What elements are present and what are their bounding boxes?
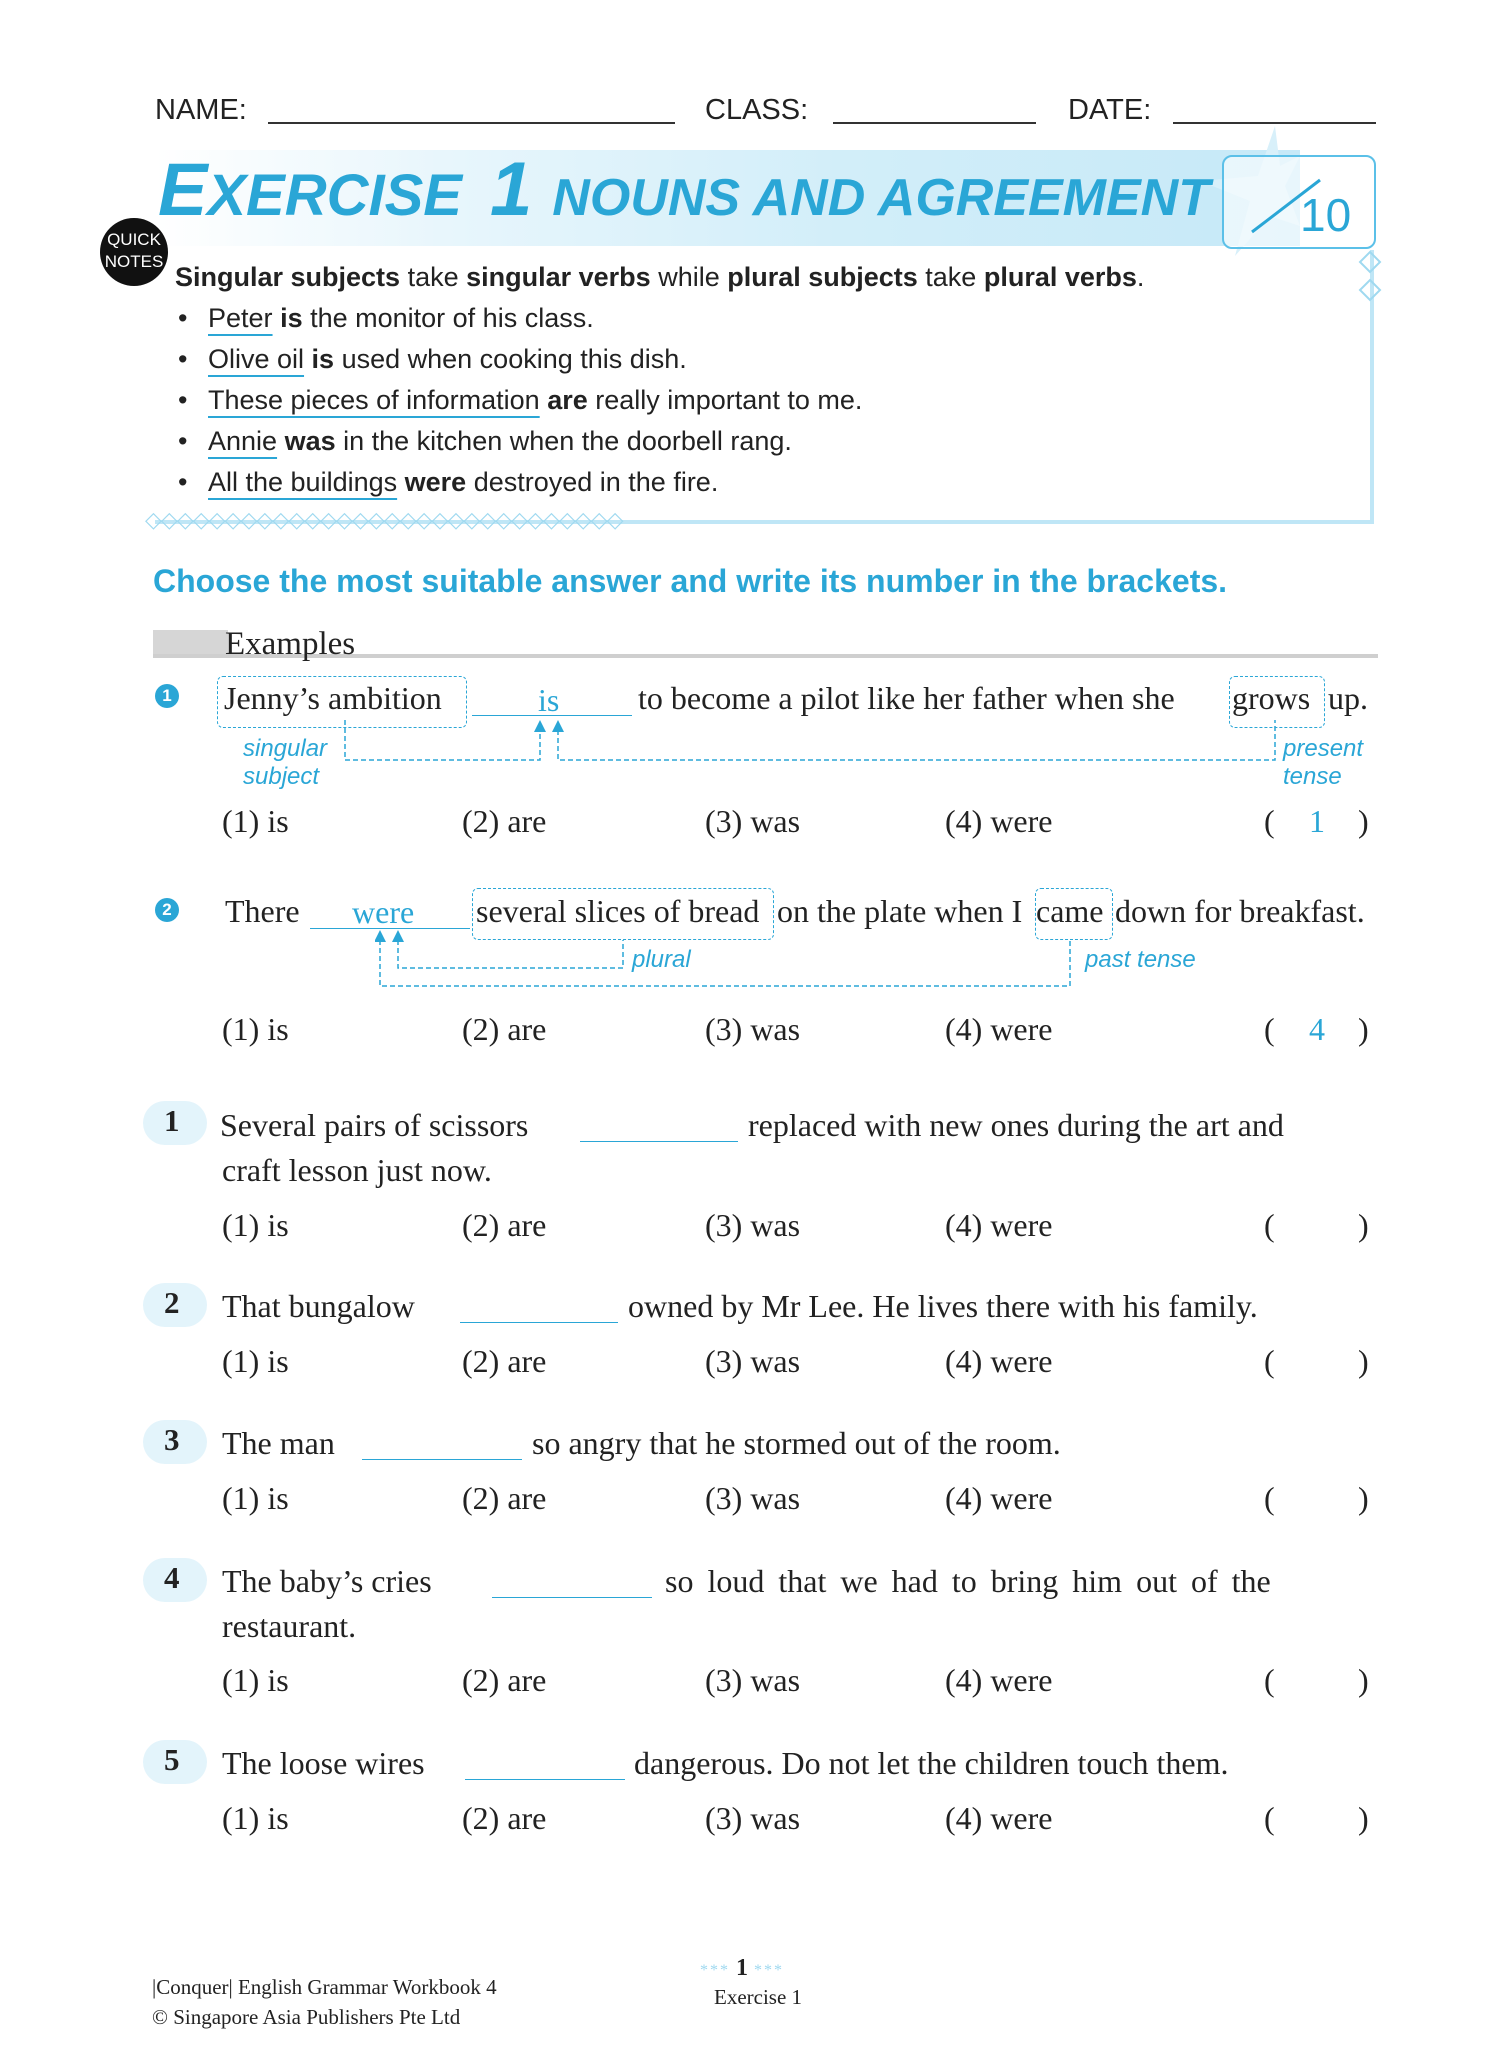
instruction: Choose the most suitable answer and write its number in the brackets. — [153, 563, 1228, 599]
note-verb: is — [280, 303, 303, 333]
question-3-option-4: (4) were — [945, 1480, 1053, 1516]
question-5-paren-close: ) — [1358, 1800, 1369, 1836]
bullet: • — [178, 426, 188, 456]
example-1-middle: to become a pilot like her father when she — [638, 680, 1175, 716]
lead-part: take — [917, 262, 984, 292]
question-2-number: 2 — [164, 1285, 180, 1320]
note-rest: destroyed in the fire. — [466, 467, 719, 497]
question-5-blank[interactable] — [465, 1779, 625, 1780]
page-label: Exercise 1 — [714, 1985, 803, 2009]
question-5-option-3: (3) was — [705, 1800, 801, 1836]
question-2-option-2: (2) are — [462, 1343, 547, 1379]
question-2-option-3: (3) was — [705, 1343, 801, 1379]
lead-part: while — [650, 262, 728, 292]
example-1-connectors — [340, 718, 1280, 763]
note-rest: in the kitchen when the doorbell rang. — [335, 426, 792, 456]
question-2-blank[interactable] — [460, 1322, 618, 1323]
page-number — [700, 1955, 784, 1982]
example-1-verb-hint: grows — [1232, 680, 1311, 716]
note-verb: is — [311, 344, 335, 374]
question-3-answer-slot[interactable] — [1285, 1478, 1350, 1520]
hint-line: singular — [243, 735, 328, 762]
note-item — [178, 426, 792, 457]
score-total: 10 — [1300, 189, 1352, 241]
question-1-blank[interactable] — [580, 1141, 738, 1142]
date-field[interactable] — [1173, 122, 1376, 124]
note-subject: Annie — [208, 426, 278, 456]
footer-book-title: |Conquer| English Grammar Workbook 4 — [152, 1975, 497, 1999]
question-5-answer-slot[interactable] — [1285, 1798, 1350, 1840]
example-1-answer: 1 — [1309, 803, 1325, 839]
question-5-after: dangerous. Do not let the children touch them. — [634, 1745, 1229, 1781]
example-2-subject: several slices of bread — [476, 893, 760, 929]
example-2-start: There — [225, 893, 300, 929]
note-verb: were — [404, 467, 467, 497]
question-3-option-3: (3) was — [705, 1480, 801, 1516]
option-2: (2) are — [462, 803, 547, 839]
lead-part: plural subjects — [727, 262, 918, 292]
question-2-answer-slot[interactable] — [1285, 1341, 1350, 1383]
note-subject: All the buildings — [208, 467, 398, 497]
question-2-option-1: (1) is — [222, 1343, 289, 1379]
title-topic: NOUNS AND AGREEMENT — [552, 169, 1210, 227]
question-2-before: That bungalow — [222, 1288, 415, 1324]
class-label: CLASS: — [705, 94, 809, 126]
title-exercise-initial: E — [158, 148, 208, 231]
example-1-hint-tense — [1283, 735, 1363, 791]
question-5-option-2: (2) are — [462, 1800, 547, 1836]
footer-copyright: © Singapore Asia Publishers Pte Ltd — [152, 2005, 461, 2029]
example-2-verb-hint: came — [1036, 893, 1104, 929]
option-4: (4) were — [945, 1011, 1053, 1047]
note-verb: are — [547, 385, 588, 415]
note-item — [178, 303, 594, 334]
option-4: (4) were — [945, 803, 1053, 839]
question-5-option-4: (4) were — [945, 1800, 1053, 1836]
title-exercise-number: 1 — [490, 147, 533, 232]
bullet: • — [178, 385, 188, 415]
example-1-filled-answer: is — [538, 682, 560, 718]
exercise-title — [158, 146, 1210, 233]
example-2-answer: 4 — [1309, 1011, 1325, 1047]
lead-part: take — [400, 262, 467, 292]
example-2-hint-plural: plural — [632, 946, 691, 973]
page-stars-right: *** — [754, 1962, 784, 1979]
question-3-option-1: (1) is — [222, 1480, 289, 1516]
question-1-number: 1 — [164, 1103, 180, 1138]
question-1-paren-open: ( — [1264, 1207, 1275, 1243]
note-rest: used when cooking this dish. — [334, 344, 687, 374]
note-item — [178, 344, 687, 375]
question-3-blank[interactable] — [362, 1459, 522, 1460]
question-1-line2: craft lesson just now. — [222, 1152, 492, 1188]
bullet: • — [178, 344, 188, 374]
note-rest: the monitor of his class. — [302, 303, 594, 333]
question-1-option-4: (4) were — [945, 1207, 1053, 1243]
hint-line: tense — [1283, 763, 1342, 790]
page-stars-left: *** — [700, 1962, 730, 1979]
lead-part: singular verbs — [466, 262, 651, 292]
question-1-option-1: (1) is — [222, 1207, 289, 1243]
paren-close: ) — [1358, 1011, 1369, 1047]
example-2-connectors — [375, 928, 1075, 990]
example-2-hint-tense: past tense — [1085, 946, 1196, 973]
page-number-value: 1 — [736, 1955, 748, 1981]
name-label: NAME: — [155, 94, 247, 126]
paren-open: ( — [1264, 803, 1275, 839]
paren-close: ) — [1358, 803, 1369, 839]
quick-notes-badge — [100, 218, 168, 286]
date-label: DATE: — [1068, 94, 1152, 126]
option-3: (3) was — [705, 1011, 801, 1047]
question-4-paren-open: ( — [1264, 1662, 1275, 1698]
question-5-before: The loose wires — [222, 1745, 425, 1781]
example-2-filled-answer: were — [352, 894, 415, 930]
question-2-after: owned by Mr Lee. He lives there with his family. — [628, 1288, 1258, 1324]
example-1-end: up. — [1328, 680, 1368, 716]
note-subject: Peter — [208, 303, 273, 333]
option-3: (3) was — [705, 803, 801, 839]
lead-part: . — [1136, 262, 1145, 292]
note-rest: really important to me. — [587, 385, 863, 415]
question-4-option-4: (4) were — [945, 1662, 1053, 1698]
question-3-before: The man — [222, 1425, 335, 1461]
quick-notes-badge-line2: NOTES — [104, 252, 164, 271]
question-4-option-3: (3) was — [705, 1662, 801, 1698]
example-1-marker: 1 — [155, 684, 179, 708]
bullet: • — [178, 467, 188, 497]
option-2: (2) are — [462, 1011, 547, 1047]
question-1-paren-close: ) — [1358, 1207, 1369, 1243]
notes-diamond-border: ◇◇◇◇◇◇◇◇◇◇◇◇◇◇◇◇◇◇◇◇◇◇◇◇◇◇◇◇◇◇ — [145, 508, 623, 533]
question-4-before: The baby’s cries — [222, 1563, 432, 1599]
question-4-option-1: (1) is — [222, 1662, 289, 1698]
title-exercise-rest: XERCISE — [207, 163, 462, 228]
option-1: (1) is — [222, 1011, 289, 1047]
quick-notes-badge-line1: QUICK — [107, 230, 161, 249]
question-2-paren-close: ) — [1358, 1343, 1369, 1379]
question-3-after: so angry that he stormed out of the room. — [532, 1425, 1061, 1461]
quick-notes-lead — [175, 262, 1144, 293]
question-1-option-3: (3) was — [705, 1207, 801, 1243]
question-3-option-2: (2) are — [462, 1480, 547, 1516]
lead-part: plural verbs — [983, 262, 1137, 292]
note-item — [178, 467, 718, 498]
hint-line: present — [1283, 735, 1364, 762]
lead-part: Singular subjects — [175, 262, 401, 292]
class-field[interactable] — [833, 122, 1036, 124]
example-2-end: down for breakfast. — [1115, 893, 1365, 929]
question-1-answer-slot[interactable] — [1285, 1205, 1350, 1247]
question-1-option-2: (2) are — [462, 1207, 547, 1243]
note-item — [178, 385, 862, 416]
question-2-paren-open: ( — [1264, 1343, 1275, 1379]
note-verb: was — [284, 426, 336, 456]
paren-open: ( — [1264, 1011, 1275, 1047]
example-2-marker: 2 — [155, 898, 179, 922]
example-1-hint-subject — [243, 735, 327, 791]
examples-heading: Examples — [225, 626, 356, 662]
question-5-paren-open: ( — [1264, 1800, 1275, 1836]
question-3-paren-close: ) — [1358, 1480, 1369, 1516]
hint-line: subject — [243, 763, 320, 790]
example-2-middle: on the plate when I — [777, 893, 1023, 929]
option-1: (1) is — [222, 803, 289, 839]
question-4-blank[interactable] — [492, 1597, 652, 1598]
name-field[interactable] — [268, 122, 675, 124]
question-1-after: replaced with new ones during the art and — [748, 1107, 1284, 1143]
question-4-after: so loud that we had to bring him out of the — [665, 1563, 1271, 1599]
notes-diamonds-right — [1358, 250, 1382, 310]
question-3-number: 3 — [164, 1422, 180, 1457]
question-4-number: 4 — [164, 1560, 180, 1595]
note-subject: Olive oil — [208, 344, 305, 374]
question-5-option-1: (1) is — [222, 1800, 289, 1836]
question-4-answer-slot[interactable] — [1285, 1660, 1350, 1702]
question-3-paren-open: ( — [1264, 1480, 1275, 1516]
question-5-number: 5 — [164, 1742, 180, 1777]
question-2-option-4: (4) were — [945, 1343, 1053, 1379]
example-1-subject: Jenny’s ambition — [224, 680, 442, 716]
question-1-before: Several pairs of scissors — [220, 1107, 529, 1143]
question-4-option-2: (2) are — [462, 1662, 547, 1698]
note-subject: These pieces of information — [208, 385, 540, 415]
question-4-line2: restaurant. — [222, 1608, 357, 1644]
question-4-paren-close: ) — [1358, 1662, 1369, 1698]
bullet: • — [178, 303, 188, 333]
